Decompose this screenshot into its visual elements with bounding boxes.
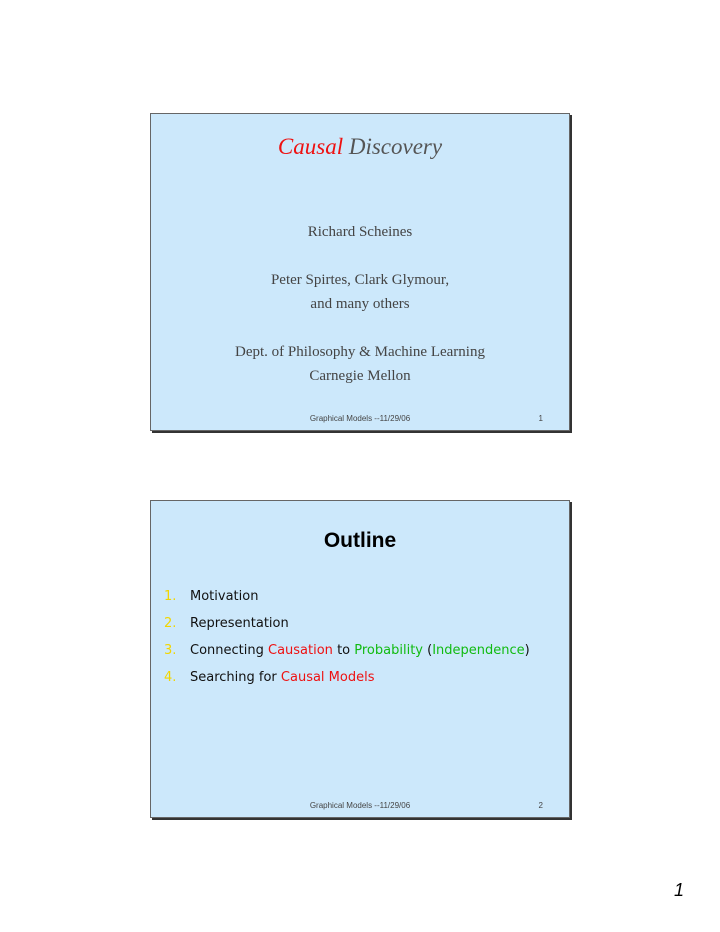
list-text: Representation <box>190 616 289 631</box>
coauthors-line-1: Peter Spirtes, Clark Glymour, <box>270 272 450 288</box>
affiliation-line-2: Carnegie Mellon <box>309 368 411 384</box>
list-number: 3. <box>164 643 177 658</box>
highlight-independence: Independence <box>432 643 525 658</box>
slide-2 <box>150 500 570 818</box>
list-text: Motivation <box>190 589 259 604</box>
list-text-prefix: Connecting <box>190 643 268 658</box>
list-number: 2. <box>164 616 177 631</box>
slide-number: 2 <box>538 801 543 810</box>
list-number: 4. <box>164 670 177 685</box>
list-item <box>164 643 530 670</box>
footer-text: Graphical Models --11/29/06 <box>309 801 411 810</box>
list-item <box>164 670 530 697</box>
slide-2-title: Outline <box>323 529 397 552</box>
close-paren: ) <box>524 643 530 658</box>
list-item <box>164 589 530 616</box>
outline-list <box>164 589 530 697</box>
author-name: Richard Scheines <box>307 224 413 240</box>
slide-number: 1 <box>538 414 543 423</box>
coauthors-line-2: and many others <box>310 296 410 312</box>
slide-1-footer <box>151 414 569 426</box>
highlight-probability: Probability <box>354 643 423 658</box>
highlight-causation: Causation <box>268 643 333 658</box>
open-paren: ( <box>423 643 433 658</box>
list-text-prefix: Searching for <box>190 670 281 685</box>
highlight-causal-models: Causal Models <box>280 670 375 685</box>
footer-text: Graphical Models --11/29/06 <box>309 414 411 423</box>
title-accent-word: Causal <box>277 134 344 159</box>
slide-2-footer <box>151 801 569 813</box>
list-item <box>164 616 530 643</box>
list-number: 1. <box>164 589 177 604</box>
page-number: 1 <box>674 880 685 900</box>
title-rest: Discovery <box>348 134 443 159</box>
affiliation-line-1: Dept. of Philosophy & Machine Learning <box>235 344 485 360</box>
list-text-connector: to <box>332 643 355 658</box>
slide-1-title <box>151 134 569 160</box>
slide-1 <box>150 113 570 431</box>
